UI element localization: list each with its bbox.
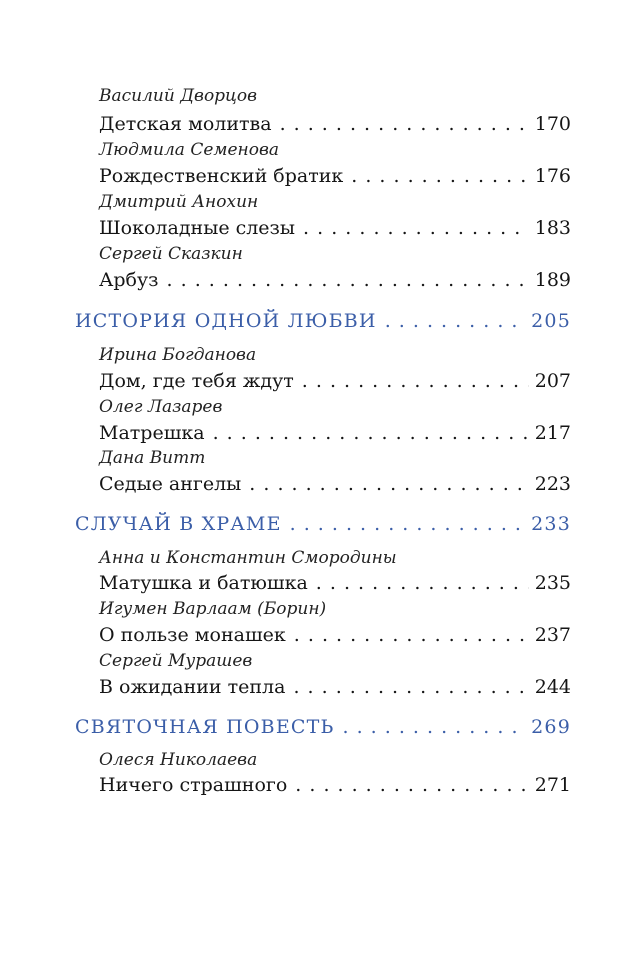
dot-leader xyxy=(302,370,529,392)
author-name xyxy=(99,448,205,468)
toc-entry[interactable] xyxy=(99,113,571,135)
entry-title: Шоколадные слезы xyxy=(99,217,296,239)
dot-leader xyxy=(303,217,529,239)
page-number: 189 xyxy=(534,269,571,291)
dot-leader xyxy=(167,269,529,291)
author-text: Дана Витт xyxy=(99,448,206,468)
author-text: Василий Дворцов xyxy=(99,86,258,106)
page-number: 233 xyxy=(531,513,571,535)
toc-section[interactable] xyxy=(75,310,571,332)
author-text: Игумен Варлаам (Борин) xyxy=(99,599,327,619)
toc-section[interactable] xyxy=(75,513,571,535)
author-name xyxy=(99,397,222,417)
entry-title: О пользе монашек xyxy=(99,624,286,646)
page-number: 183 xyxy=(534,217,571,239)
entry-title: В ожидании тепла xyxy=(99,676,286,698)
author-text: Анна и Константин Смородины xyxy=(99,548,397,568)
page-number: 207 xyxy=(534,370,571,392)
section-title: СВЯТОЧНАЯ ПОВЕСТЬ xyxy=(75,716,335,738)
dot-leader xyxy=(213,422,529,444)
entry-title: Рождественский братик xyxy=(99,165,344,187)
author-name xyxy=(99,192,258,212)
author-text: Олег Лазарев xyxy=(99,397,223,417)
entry-title: Арбуз xyxy=(99,269,159,291)
dot-leader xyxy=(351,165,528,187)
entry-title: Матушка и батюшка xyxy=(99,572,308,594)
author-text: Ирина Богданова xyxy=(99,345,257,365)
toc-entry[interactable] xyxy=(99,165,571,187)
author-name xyxy=(99,651,252,671)
page-number: 235 xyxy=(534,572,571,594)
author-name xyxy=(99,86,257,106)
dot-leader xyxy=(316,572,529,594)
author-text: Сергей Сказкин xyxy=(99,244,243,264)
dot-leader xyxy=(295,774,528,796)
page-number: 223 xyxy=(534,473,571,495)
toc-entry[interactable] xyxy=(99,422,571,444)
section-title: СЛУЧАЙ В ХРАМЕ xyxy=(75,513,282,535)
toc-entry[interactable] xyxy=(99,624,571,646)
author-text: Сергей Мурашев xyxy=(99,651,253,671)
page-number: 244 xyxy=(534,676,571,698)
toc-entry[interactable] xyxy=(99,269,571,291)
author-name xyxy=(99,548,397,568)
page-number: 205 xyxy=(531,310,571,332)
dot-leader xyxy=(280,113,529,135)
toc-entry[interactable] xyxy=(99,370,571,392)
toc-entry[interactable] xyxy=(99,473,571,495)
toc-entry[interactable] xyxy=(99,676,571,698)
author-name xyxy=(99,345,256,365)
author-text: Дмитрий Анохин xyxy=(99,192,259,212)
author-text: Людмила Семенова xyxy=(99,140,280,160)
toc-entry[interactable] xyxy=(99,217,571,239)
entry-title: Ничего страшного xyxy=(99,774,288,796)
dot-leader xyxy=(290,513,525,535)
author-name xyxy=(99,140,279,160)
page-number: 237 xyxy=(534,624,571,646)
author-name xyxy=(99,750,257,770)
page-number: 269 xyxy=(531,716,571,738)
page-number: 176 xyxy=(534,165,571,187)
author-name xyxy=(99,244,243,264)
author-name xyxy=(99,599,326,619)
entry-title: Седые ангелы xyxy=(99,473,242,495)
dot-leader xyxy=(385,310,525,332)
toc-entry[interactable] xyxy=(99,774,571,796)
entry-title: Дом, где тебя ждут xyxy=(99,370,294,392)
toc-entry[interactable] xyxy=(99,572,571,594)
dot-leader xyxy=(294,624,529,646)
toc-section[interactable] xyxy=(75,716,571,738)
author-text: Олеся Николаева xyxy=(99,750,258,770)
dot-leader xyxy=(249,473,528,495)
section-title: ИСТОРИЯ ОДНОЙ ЛЮБВИ xyxy=(75,310,377,332)
entry-title: Матрешка xyxy=(99,422,205,444)
page-number: 217 xyxy=(534,422,571,444)
dot-leader xyxy=(293,676,528,698)
dot-leader xyxy=(343,716,526,738)
entry-title: Детская молитва xyxy=(99,113,272,135)
page-number: 170 xyxy=(534,113,571,135)
page-number: 271 xyxy=(534,774,571,796)
